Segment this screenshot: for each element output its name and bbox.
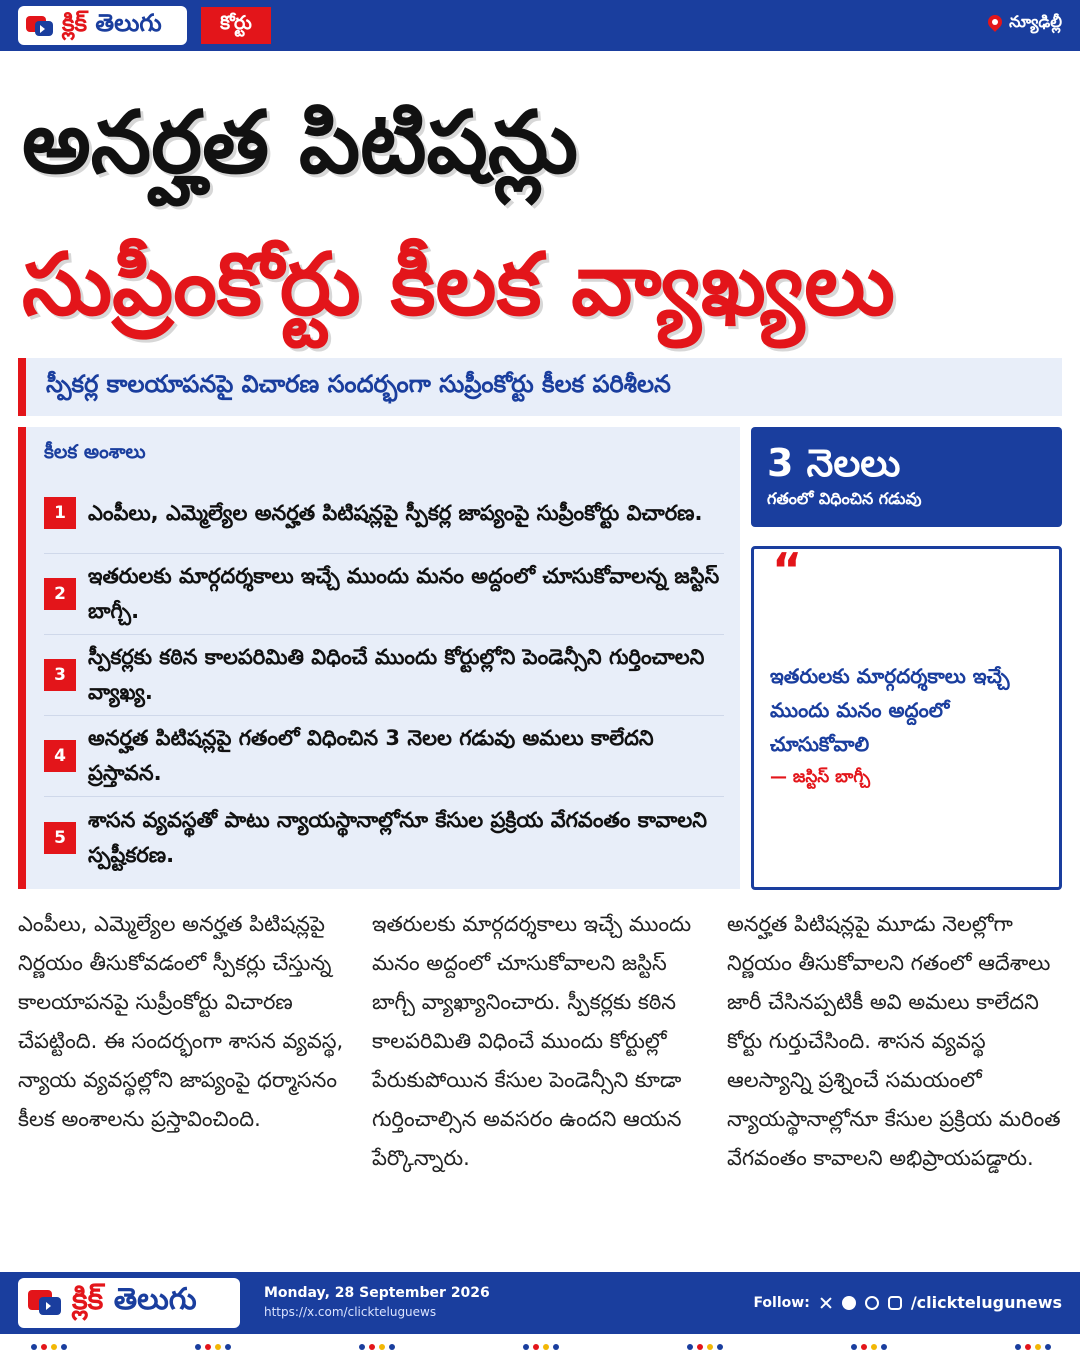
stat-box [751, 427, 1062, 527]
key-point-item [44, 473, 724, 554]
instagram-icon[interactable] [888, 1296, 902, 1310]
key-points-panel [18, 427, 740, 889]
key-point-number: 4 [44, 740, 76, 772]
category-badge[interactable]: కోర్టు [201, 7, 271, 44]
key-point-item [44, 554, 724, 635]
key-point-text: శాసన వ్యవస్థతో పాటు న్యాయస్థానాల్లోనూ కేసుల ప్రక్రియ వేగవంతం కావాలని స్పష్టీకరణ. [88, 807, 707, 867]
footer-brand-logo[interactable] [18, 1278, 240, 1328]
location-pin-icon [988, 15, 1002, 33]
brand-logo[interactable] [18, 6, 187, 45]
stat-label: గతంలో విధించిన గడువు [767, 489, 922, 508]
quote-author: — జస్టిస్ బాగ్చీ [770, 767, 870, 787]
key-point-number: 5 [44, 822, 76, 854]
key-point-item [44, 797, 724, 878]
top-bar [0, 0, 1080, 51]
footer-brand-name: క్లిక్ తెలుగు [72, 1282, 197, 1317]
social-handle[interactable]: /clicktelugunews [910, 1293, 1062, 1312]
body-column-3: అనర్హత పిటిషన్లపై మూడు నెలల్లోగా నిర్ణయం తీసుకోవాలని గతంలో ఆదేశాలు జారీ చేసినప్పటికీ అవి అమలు కాలేదని కోర్టు గుర్తుచేసింది. శాసన వ్యవస్థ ఆలస్యాన్ని ప్రశ్నించే సమయంలో న్యాయస్థానాల్లోనూ కేసుల ప్రక్రియ మరింత వేగవంతం కావాలని అభిప్రాయపడ్డారు. [727, 912, 1061, 1170]
source-url[interactable]: https://x.com/clickteluguews [264, 1305, 437, 1319]
subheading-text: స్పీకర్ల కాలయాపనపై విచారణ సందర్భంగా సుప్రీంకోర్టు కీలక పరిశీలన [46, 370, 671, 398]
brand-name: క్లిక్ తెలుగు [62, 8, 162, 37]
footer-bar [0, 1272, 1080, 1334]
key-point-text: స్పీకర్లకు కఠిన కాలపరిమితి విధించే ముందు కోర్టుల్లోని పెండెన్సీని గుర్తించాలని వ్యాఖ్య. [88, 645, 705, 704]
key-point-text: అనర్హత పిటిషన్లపై గతంలో విధించిన 3 నెలల గడువు అమలు కాలేదని ప్రస్తావన. [88, 726, 654, 785]
facebook-icon[interactable] [842, 1296, 856, 1310]
subheading-bar [18, 358, 1062, 416]
headline-line-2: సుప్రీంకోర్టు కీలక వ్యాఖ్యలు [22, 235, 895, 335]
key-point-text: ఇతరులకు మార్గదర్శకాలు ఇచ్చే ముందు మనం అద్దంలో చూసుకోవాలన్న జస్టిస్ బాగ్చీ. [88, 564, 720, 623]
logo-chat-play-icon [28, 1288, 62, 1318]
body-column-2: ఇతరులకు మార్గదర్శకాలు ఇచ్చే ముందు మనం అద్దంలో చూసుకోవాలని జస్టిస్ బాగ్చీ వ్యాఖ్యానించారు. స్పీకర్లకు కఠిన కాలపరిమితి విధించే ముందు కోర్టుల్లో పేరుకుపోయిన కేసుల పెండెన్సీని కూడా గుర్తించాల్సిన అవసరం ఉందని ఆయన పేర్కొన్నారు. [372, 912, 692, 1170]
key-point-number: 3 [44, 659, 76, 691]
publish-date: Monday, 28 September 2026 [264, 1285, 490, 1301]
follow-label: Follow: [753, 1294, 810, 1311]
body-column-1: ఎంపీలు, ఎమ్మెల్యేల అనర్హత పిటిషన్లపై నిర్ణయం తీసుకోవడంలో స్పీకర్లు చేస్తున్న కాలయాపనపై సుప్రీంకోర్టు విచారణ చేపట్టింది. ఈ సందర్భంగా శాసన వ్యవస్థ, న్యాయ వ్యవస్థల్లోని జాప్యంపై ధర్మాసనం కీలక అంశాలను ప్రస్తావించింది. [18, 912, 344, 1131]
location-text: న్యూఢిల్లీ [1009, 12, 1062, 31]
quote-mark-icon: “ [772, 543, 803, 597]
quote-box [751, 543, 1062, 890]
decorative-dots-strip [0, 1344, 1080, 1356]
whatsapp-icon[interactable] [865, 1296, 879, 1310]
logo-chat-play-icon [26, 14, 54, 38]
location-label [988, 12, 1062, 35]
x-icon[interactable] [819, 1296, 833, 1310]
follow-links [753, 1293, 1062, 1312]
key-point-item [44, 635, 724, 716]
key-point-item [44, 716, 724, 797]
key-points-title: కీలక అంశాలు [44, 441, 146, 463]
key-point-text: ఎంపీలు, ఎమ్మెల్యేల అనర్హత పిటిషన్లపై స్పీకర్ల జాప్యంపై సుప్రీంకోర్టు విచారణ. [88, 500, 703, 525]
quote-text: ఇతరులకు మార్గదర్శకాలు ఇచ్చే ముందు మనం అద్దంలో చూసుకోవాలి [770, 664, 1010, 756]
stat-value: 3 నెలలు [767, 441, 901, 485]
key-point-number: 2 [44, 578, 76, 610]
headline-line-1: అనర్హత పిటిషన్లు [22, 93, 579, 193]
key-point-number: 1 [44, 497, 76, 529]
